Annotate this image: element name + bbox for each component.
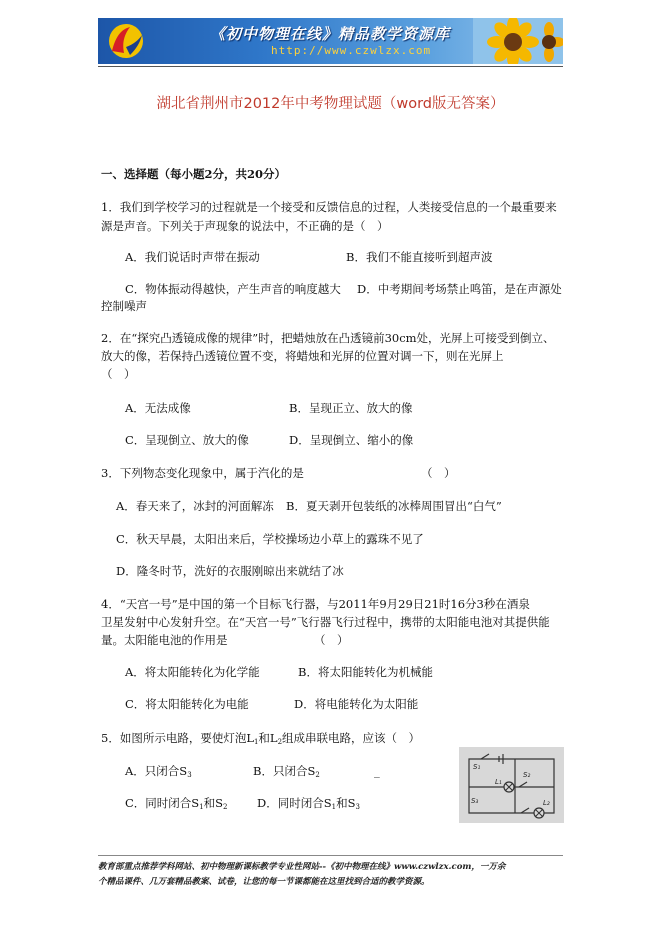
site-logo-icon — [100, 21, 152, 61]
q2-option-c: C．呈现倒立、放大的像 — [125, 433, 249, 447]
footer-line-2: 个精品课件、几万套精品教案、试卷，让您的每一节课都能在这里找到合适的教学资源。 — [98, 877, 430, 887]
q2-stem-line-2: 放大的像，若保持凸透镜位置不变，将蜡烛和光屏的位置对调一下，则在光屏上 — [101, 349, 504, 363]
circuit-diagram — [459, 747, 564, 823]
section-heading: 一、选择题（每小题2分，共20分） — [101, 167, 287, 181]
footer-line-1: 教育部重点推荐学科网站、初中物理新课标教学专业性网站--《初中物理在线》www.czwlzx.com，一万余 — [98, 862, 506, 872]
header-divider — [98, 66, 563, 67]
q1-option-c: C．物体振动得越快，产生声音的响度越大 — [125, 282, 341, 296]
q4-stem-line-3: 量。太阳能电池的作用是 — [101, 633, 228, 647]
q3-option-a: A．春天来了，冰封的河面解冻 — [116, 499, 274, 513]
q1-option-d-line-1: D．中考期间考场禁止鸣笛，是在声源处 — [357, 282, 562, 296]
q5-option-d: D．同时闭合$S_1$和$S_3$ — [257, 796, 360, 811]
q4-stem-line-1: 4．“天宫一号”是中国的第一个目标飞行器，与2011年9月29日21时16分3秒在酒泉 — [101, 597, 530, 611]
q1-stem-line-1: 1．我们到学校学习的过程就是一个接受和反馈信息的过程，人类接受信息的一个最重要来 — [101, 200, 557, 214]
q5-option-c: C．同时闭合$S_1$和$S_2$ — [125, 796, 228, 811]
q2-option-d: D．呈现倒立、缩小的像 — [289, 433, 414, 447]
q3-option-c: C．秋天早晨，太阳出来后，学校操场边小草上的露珠不见了 — [116, 532, 424, 546]
q1-option-d-line-2: 控制噪声 — [101, 299, 147, 313]
q1-option-b: B．我们不能直接听到超声波 — [346, 250, 493, 264]
q3-option-b: B．夏天剥开包装纸的冰棒周围冒出“白气” — [286, 499, 502, 513]
q4-option-b: B．将太阳能转化为机械能 — [298, 665, 433, 679]
q3-option-d: D．隆冬时节，洗好的衣服刚晾出来就结了冰 — [116, 564, 344, 578]
q5-answer-blank: _ — [374, 764, 380, 778]
q5-option-b: B．只闭合$S_2$ — [253, 764, 320, 779]
q4-option-a: A．将太阳能转化为化学能 — [125, 665, 260, 679]
q2-stem-line-1: 2．在“探究凸透镜成像的规律”时，把蜡烛放在凸透镜前30cm处，光屏上可接受到倒立、 — [101, 331, 555, 345]
q5-stem: 5．如图所示电路，要使灯泡$L_1$和$L_2$组成串联电路，应该（ ） — [101, 731, 421, 746]
q2-stem-line-3: （ ） — [101, 367, 136, 381]
figure-label-l2: L₂ — [543, 799, 550, 807]
sunflower-icon — [473, 18, 563, 64]
q5-option-a: A．只闭合$S_3$ — [125, 764, 192, 779]
banner-url: http://www.czwlzx.com — [271, 44, 432, 57]
q2-option-b: B．呈现正立、放大的像 — [289, 401, 413, 415]
figure-label-l1: L₁ — [495, 778, 502, 786]
figure-label-s3: S₃ — [471, 797, 479, 805]
q3-stem: 3．下列物态变化现象中，属于汽化的是 — [101, 466, 304, 480]
q4-answer-paren: （ ） — [314, 633, 349, 647]
footer-divider — [98, 855, 563, 856]
banner-title: 《初中物理在线》精品教学资源库 — [210, 25, 451, 43]
document-title: 湖北省荆州市2012年中考物理试题（word版无答案） — [156, 96, 505, 112]
q4-stem-line-2: 卫星发射中心发射升空。在“天宫一号”飞行器飞行过程中，携带的太阳能电池对其提供能 — [101, 615, 550, 629]
figure-label-s1: S₁ — [473, 763, 481, 771]
q1-stem-line-2: 源是声音。下列关于声现象的说法中，不正确的是（ ） — [101, 219, 389, 233]
q4-option-c: C．将太阳能转化为电能 — [125, 697, 249, 711]
q1-option-a: A．我们说话时声带在振动 — [125, 250, 260, 264]
q2-option-a: A．无法成像 — [125, 401, 191, 415]
q4-option-d: D．将电能转化为太阳能 — [294, 697, 419, 711]
q3-answer-paren: （ ） — [421, 466, 456, 480]
figure-label-s2: S₂ — [523, 771, 531, 779]
header-banner — [98, 18, 563, 64]
